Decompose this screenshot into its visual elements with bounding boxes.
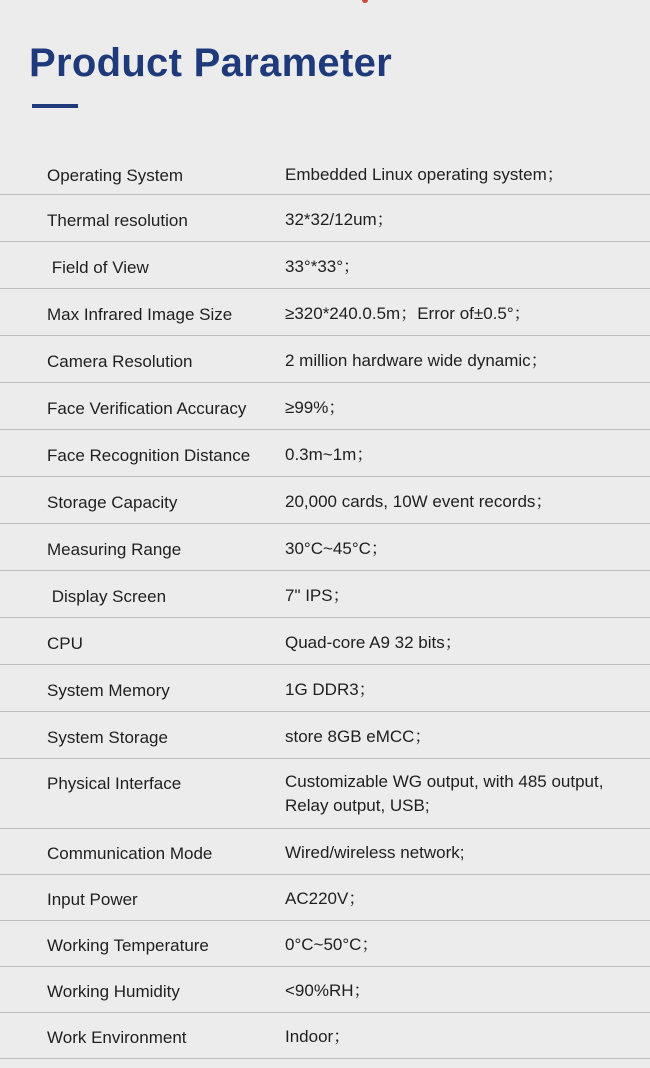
parameter-row xyxy=(0,571,650,618)
parameter-row xyxy=(0,875,650,921)
parameter-label: Storage Capacity xyxy=(47,493,178,512)
parameter-row xyxy=(0,829,650,875)
parameter-label: CPU xyxy=(47,634,83,653)
parameter-value: 33°*33°； xyxy=(285,257,361,276)
parameter-value: 1G DDR3； xyxy=(285,680,376,699)
parameter-label: Face Recognition Distance xyxy=(47,446,251,465)
parameter-value: Quad-core A9 32 bits； xyxy=(285,633,462,652)
parameter-label: Work Environment xyxy=(47,1028,187,1047)
parameter-value: store 8GB eMCC； xyxy=(285,727,432,746)
parameter-row xyxy=(0,430,650,477)
parameter-label: Face Verification Accuracy xyxy=(47,399,247,418)
parameter-value: Indoor； xyxy=(285,1027,351,1046)
parameter-value: 7" IPS； xyxy=(285,586,350,605)
title-underline xyxy=(32,104,78,108)
parameter-value: Wired/wireless network; xyxy=(285,843,465,862)
parameter-row xyxy=(0,1013,650,1059)
parameter-row xyxy=(0,524,650,571)
parameter-label: Thermal resolution xyxy=(47,211,188,230)
parameter-value: ≥99%； xyxy=(285,398,346,417)
parameter-row xyxy=(0,921,650,967)
parameter-value: 0°C~50°C； xyxy=(285,935,379,954)
parameter-row xyxy=(0,618,650,665)
parameter-row xyxy=(0,477,650,524)
parameter-label: Working Temperature xyxy=(47,936,209,955)
parameter-value: 20,000 cards, 10W event records； xyxy=(285,492,553,511)
parameter-value: <90%RH； xyxy=(285,981,371,1000)
parameter-row xyxy=(0,759,650,829)
parameter-value: 2 million hardware wide dynamic； xyxy=(285,351,548,370)
parameter-table xyxy=(0,153,650,1059)
parameter-label: Physical Interface xyxy=(47,774,182,793)
parameter-row xyxy=(0,383,650,430)
parameter-row xyxy=(0,665,650,712)
parameter-label: Display Screen xyxy=(47,587,167,606)
parameter-label: Field of View xyxy=(47,258,149,277)
parameter-value: ≥320*240.0.5m；Error of±0.5°； xyxy=(285,304,531,323)
parameter-value: 32*32/12um； xyxy=(285,210,394,229)
parameter-row xyxy=(0,153,650,195)
parameter-value: AC220V； xyxy=(285,889,366,908)
parameter-label: System Memory xyxy=(47,681,170,700)
parameter-label: Measuring Range xyxy=(47,540,182,559)
parameter-row xyxy=(0,712,650,759)
top-accent-mark xyxy=(362,0,368,3)
parameter-label: Input Power xyxy=(47,890,138,909)
parameter-label: Max Infrared Image Size xyxy=(47,305,233,324)
page-title: Product Parameter xyxy=(29,41,393,85)
parameter-row xyxy=(0,967,650,1013)
parameter-label: Operating System xyxy=(47,166,184,185)
parameter-label: Camera Resolution xyxy=(47,352,193,371)
parameter-value: Customizable WG output, with 485 output, Relay output, USB; xyxy=(285,772,604,815)
parameter-label: System Storage xyxy=(47,728,168,747)
parameter-row xyxy=(0,336,650,383)
parameter-label: Working Humidity xyxy=(47,982,180,1001)
parameter-row xyxy=(0,289,650,336)
parameter-row xyxy=(0,195,650,242)
parameter-value: 0.3m~1m； xyxy=(285,445,374,464)
parameter-value: Embedded Linux operating system； xyxy=(285,165,564,184)
parameter-row xyxy=(0,242,650,289)
parameter-label: Communication Mode xyxy=(47,844,213,863)
parameter-value: 30°C~45°C； xyxy=(285,539,388,558)
